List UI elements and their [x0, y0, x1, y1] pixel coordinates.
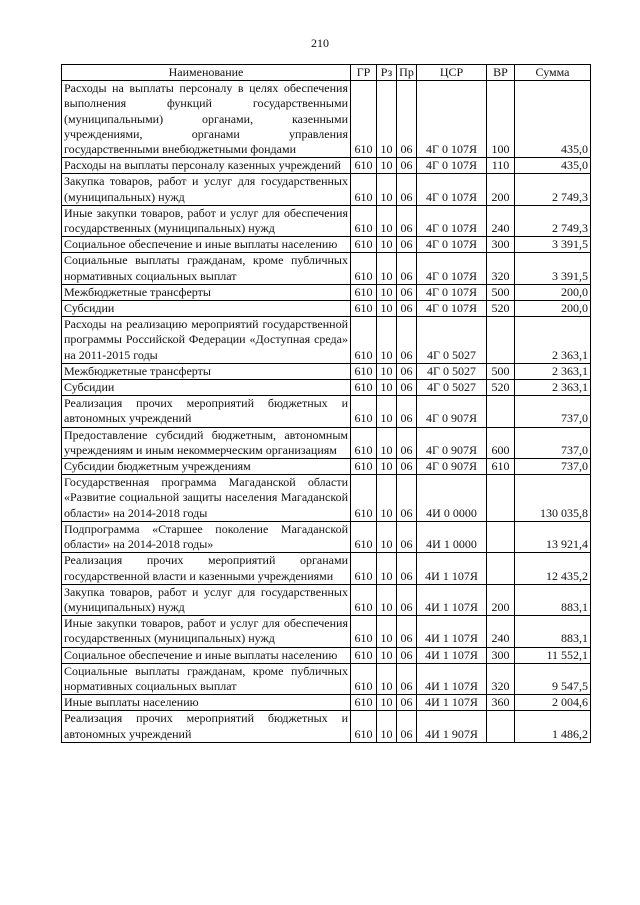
cell-pr: 06: [397, 237, 417, 253]
cell-csr: 4И 1 107Я: [417, 647, 487, 663]
cell-name: Реализация прочих мероприятий органами государственной власти и казенными учреждениями: [62, 553, 351, 584]
cell-pr: 06: [397, 363, 417, 379]
cell-name: Реализация прочих мероприятий бюджетных и автономных учреждений: [62, 396, 351, 427]
cell-gr: 610: [351, 205, 377, 236]
cell-csr: 4И 1 107Я: [417, 663, 487, 694]
table-row: [62, 158, 591, 174]
cell-name: Межбюджетные трансферты: [62, 284, 351, 300]
cell-vr: 610: [487, 459, 515, 475]
cell-rz: 10: [377, 205, 397, 236]
cell-gr: 610: [351, 553, 377, 584]
cell-sum: 3 391,5: [515, 253, 591, 284]
cell-vr: 240: [487, 616, 515, 647]
cell-vr: 360: [487, 695, 515, 711]
cell-gr: 610: [351, 237, 377, 253]
cell-gr: 610: [351, 158, 377, 174]
cell-csr: 4И 1 107Я: [417, 584, 487, 615]
cell-rz: 10: [377, 475, 397, 522]
column-header-pr: Пр: [397, 65, 417, 81]
cell-pr: 06: [397, 459, 417, 475]
cell-sum: 1 486,2: [515, 711, 591, 742]
cell-sum: 737,0: [515, 427, 591, 458]
cell-vr: 500: [487, 363, 515, 379]
table-row: [62, 459, 591, 475]
cell-rz: 10: [377, 663, 397, 694]
cell-gr: 610: [351, 363, 377, 379]
cell-pr: 06: [397, 253, 417, 284]
cell-gr: 610: [351, 711, 377, 742]
cell-name: Расходы на реализацию мероприятий государственной программы Российской Федерации «Доступная среда» на 2011-2015 годы: [62, 317, 351, 364]
cell-sum: 2 749,3: [515, 174, 591, 205]
cell-sum: 13 921,4: [515, 521, 591, 552]
cell-sum: 9 547,5: [515, 663, 591, 694]
cell-name: Межбюджетные трансферты: [62, 363, 351, 379]
cell-pr: 06: [397, 616, 417, 647]
cell-sum: 200,0: [515, 301, 591, 317]
cell-pr: 06: [397, 317, 417, 364]
cell-rz: 10: [377, 380, 397, 396]
cell-gr: 610: [351, 317, 377, 364]
cell-sum: 883,1: [515, 616, 591, 647]
cell-gr: 610: [351, 616, 377, 647]
table-row: [62, 81, 591, 158]
cell-sum: 130 035,8: [515, 475, 591, 522]
cell-csr: 4И 1 0000: [417, 521, 487, 552]
cell-vr: 200: [487, 174, 515, 205]
cell-rz: 10: [377, 427, 397, 458]
cell-pr: 06: [397, 521, 417, 552]
cell-csr: 4Г 0 5027: [417, 363, 487, 379]
column-header-gr: ГР: [351, 65, 377, 81]
cell-csr: 4Г 0 107Я: [417, 237, 487, 253]
cell-rz: 10: [377, 301, 397, 317]
cell-name: Субсидии: [62, 380, 351, 396]
page-number: 210: [311, 36, 329, 50]
cell-sum: 3 391,5: [515, 237, 591, 253]
cell-vr: 300: [487, 237, 515, 253]
cell-sum: 2 004,6: [515, 695, 591, 711]
cell-gr: 610: [351, 396, 377, 427]
cell-sum: 12 435,2: [515, 553, 591, 584]
cell-pr: 06: [397, 647, 417, 663]
cell-rz: 10: [377, 363, 397, 379]
cell-rz: 10: [377, 647, 397, 663]
cell-pr: 06: [397, 475, 417, 522]
cell-rz: 10: [377, 237, 397, 253]
cell-csr: 4Г 0 5027: [417, 317, 487, 364]
cell-pr: 06: [397, 158, 417, 174]
cell-rz: 10: [377, 553, 397, 584]
cell-csr: 4И 1 107Я: [417, 553, 487, 584]
cell-rz: 10: [377, 253, 397, 284]
table-row: [62, 317, 591, 364]
cell-csr: 4Г 0 107Я: [417, 301, 487, 317]
cell-pr: 06: [397, 81, 417, 158]
cell-sum: 2 363,1: [515, 317, 591, 364]
cell-csr: 4Г 0 107Я: [417, 158, 487, 174]
table-row: [62, 553, 591, 584]
table-row: [62, 174, 591, 205]
cell-pr: 06: [397, 205, 417, 236]
cell-sum: 737,0: [515, 396, 591, 427]
cell-gr: 610: [351, 301, 377, 317]
cell-pr: 06: [397, 284, 417, 300]
table-row: [62, 695, 591, 711]
cell-sum: 11 552,1: [515, 647, 591, 663]
cell-gr: 610: [351, 459, 377, 475]
cell-csr: 4Г 0 107Я: [417, 253, 487, 284]
cell-name: Реализация прочих мероприятий бюджетных и автономных учреждений: [62, 711, 351, 742]
cell-name: Социальные выплаты гражданам, кроме публичных нормативных социальных выплат: [62, 253, 351, 284]
cell-pr: 06: [397, 301, 417, 317]
cell-pr: 06: [397, 553, 417, 584]
table-row: [62, 253, 591, 284]
cell-vr: [487, 521, 515, 552]
cell-sum: 737,0: [515, 459, 591, 475]
cell-csr: 4Г 0 107Я: [417, 174, 487, 205]
cell-vr: 110: [487, 158, 515, 174]
cell-pr: 06: [397, 174, 417, 205]
cell-csr: 4Г 0 107Я: [417, 205, 487, 236]
cell-gr: 610: [351, 253, 377, 284]
cell-vr: 520: [487, 380, 515, 396]
cell-csr: 4И 1 107Я: [417, 616, 487, 647]
table-row: [62, 427, 591, 458]
cell-gr: 610: [351, 647, 377, 663]
cell-name: Расходы на выплаты персоналу казенных учреждений: [62, 158, 351, 174]
cell-rz: 10: [377, 81, 397, 158]
cell-name: Закупка товаров, работ и услуг для государственных (муниципальных) нужд: [62, 584, 351, 615]
cell-rz: 10: [377, 459, 397, 475]
cell-gr: 610: [351, 663, 377, 694]
cell-rz: 10: [377, 695, 397, 711]
cell-name: Социальное обеспечение и иные выплаты населению: [62, 237, 351, 253]
cell-vr: [487, 553, 515, 584]
cell-name: Государственная программа Магаданской области «Развитие социальной защиты населения Магаданской области» на 2014-2018 годы: [62, 475, 351, 522]
cell-gr: 610: [351, 380, 377, 396]
table-row: [62, 521, 591, 552]
cell-sum: 2 363,1: [515, 380, 591, 396]
cell-csr: 4И 1 907Я: [417, 711, 487, 742]
cell-csr: 4Г 0 5027: [417, 380, 487, 396]
cell-csr: 4Г 0 107Я: [417, 81, 487, 158]
table-row: [62, 616, 591, 647]
cell-csr: 4Г 0 907Я: [417, 427, 487, 458]
table-row: [62, 363, 591, 379]
cell-rz: 10: [377, 521, 397, 552]
table-row: [62, 380, 591, 396]
column-header-name: Наименование: [62, 65, 351, 81]
cell-gr: 610: [351, 695, 377, 711]
cell-name: Социальное обеспечение и иные выплаты населению: [62, 647, 351, 663]
cell-pr: 06: [397, 711, 417, 742]
cell-vr: 600: [487, 427, 515, 458]
cell-pr: 06: [397, 396, 417, 427]
cell-name: Иные закупки товаров, работ и услуг для обеспечения государственных (муниципальных) нужд: [62, 616, 351, 647]
cell-name: Закупка товаров, работ и услуг для государственных (муниципальных) нужд: [62, 174, 351, 205]
cell-name: Предоставление субсидий бюджетным, автономным учреждениям и иным некоммерческим организациям: [62, 427, 351, 458]
cell-pr: 06: [397, 380, 417, 396]
cell-csr: 4Г 0 907Я: [417, 459, 487, 475]
cell-csr: 4Г 0 907Я: [417, 396, 487, 427]
table-row: [62, 301, 591, 317]
cell-vr: [487, 475, 515, 522]
cell-rz: 10: [377, 616, 397, 647]
cell-name: Расходы на выплаты персоналу в целях обеспечения выполнения функций государственными (муниципальными) органами, казенными учреждениями, органами управления государственными внебюджетными фондами: [62, 81, 351, 158]
cell-name: Субсидии бюджетным учреждениям: [62, 459, 351, 475]
cell-vr: 100: [487, 81, 515, 158]
cell-name: Иные выплаты населению: [62, 695, 351, 711]
cell-csr: 4Г 0 107Я: [417, 284, 487, 300]
cell-name: Подпрограмма «Старшее поколение Магаданской области» на 2014-2018 годы»: [62, 521, 351, 552]
table-row: [62, 663, 591, 694]
cell-gr: 610: [351, 81, 377, 158]
cell-pr: 06: [397, 427, 417, 458]
cell-vr: [487, 711, 515, 742]
cell-vr: 200: [487, 584, 515, 615]
column-header-rz: Рз: [377, 65, 397, 81]
cell-vr: [487, 396, 515, 427]
cell-vr: 520: [487, 301, 515, 317]
table-row: [62, 396, 591, 427]
cell-name: Иные закупки товаров, работ и услуг для обеспечения государственных (муниципальных) нужд: [62, 205, 351, 236]
cell-gr: 610: [351, 284, 377, 300]
cell-gr: 610: [351, 174, 377, 205]
table-row: [62, 284, 591, 300]
cell-rz: 10: [377, 396, 397, 427]
column-header-csr: ЦСР: [417, 65, 487, 81]
cell-vr: 240: [487, 205, 515, 236]
cell-rz: 10: [377, 711, 397, 742]
cell-csr: 4И 0 0000: [417, 475, 487, 522]
budget-table: [61, 64, 591, 743]
column-header-vr: ВР: [487, 65, 515, 81]
table-row: [62, 711, 591, 742]
cell-sum: 435,0: [515, 81, 591, 158]
table-row: [62, 205, 591, 236]
cell-vr: 300: [487, 647, 515, 663]
cell-name: Субсидии: [62, 301, 351, 317]
cell-sum: 883,1: [515, 584, 591, 615]
table-row: [62, 584, 591, 615]
cell-gr: 610: [351, 584, 377, 615]
table-row: [62, 475, 591, 522]
cell-gr: 610: [351, 427, 377, 458]
table-row: [62, 237, 591, 253]
cell-name: Социальные выплаты гражданам, кроме публичных нормативных социальных выплат: [62, 663, 351, 694]
cell-vr: [487, 317, 515, 364]
cell-rz: 10: [377, 158, 397, 174]
cell-csr: 4И 1 107Я: [417, 695, 487, 711]
cell-gr: 610: [351, 475, 377, 522]
cell-vr: 500: [487, 284, 515, 300]
table-row: [62, 647, 591, 663]
cell-rz: 10: [377, 584, 397, 615]
cell-sum: 2 749,3: [515, 205, 591, 236]
cell-rz: 10: [377, 317, 397, 364]
cell-vr: 320: [487, 253, 515, 284]
column-header-sum: Сумма: [515, 65, 591, 81]
cell-sum: 435,0: [515, 158, 591, 174]
cell-rz: 10: [377, 284, 397, 300]
cell-pr: 06: [397, 584, 417, 615]
cell-rz: 10: [377, 174, 397, 205]
cell-pr: 06: [397, 695, 417, 711]
cell-vr: 320: [487, 663, 515, 694]
cell-gr: 610: [351, 521, 377, 552]
cell-sum: 2 363,1: [515, 363, 591, 379]
cell-sum: 200,0: [515, 284, 591, 300]
cell-pr: 06: [397, 663, 417, 694]
table-header-row: [62, 65, 591, 81]
